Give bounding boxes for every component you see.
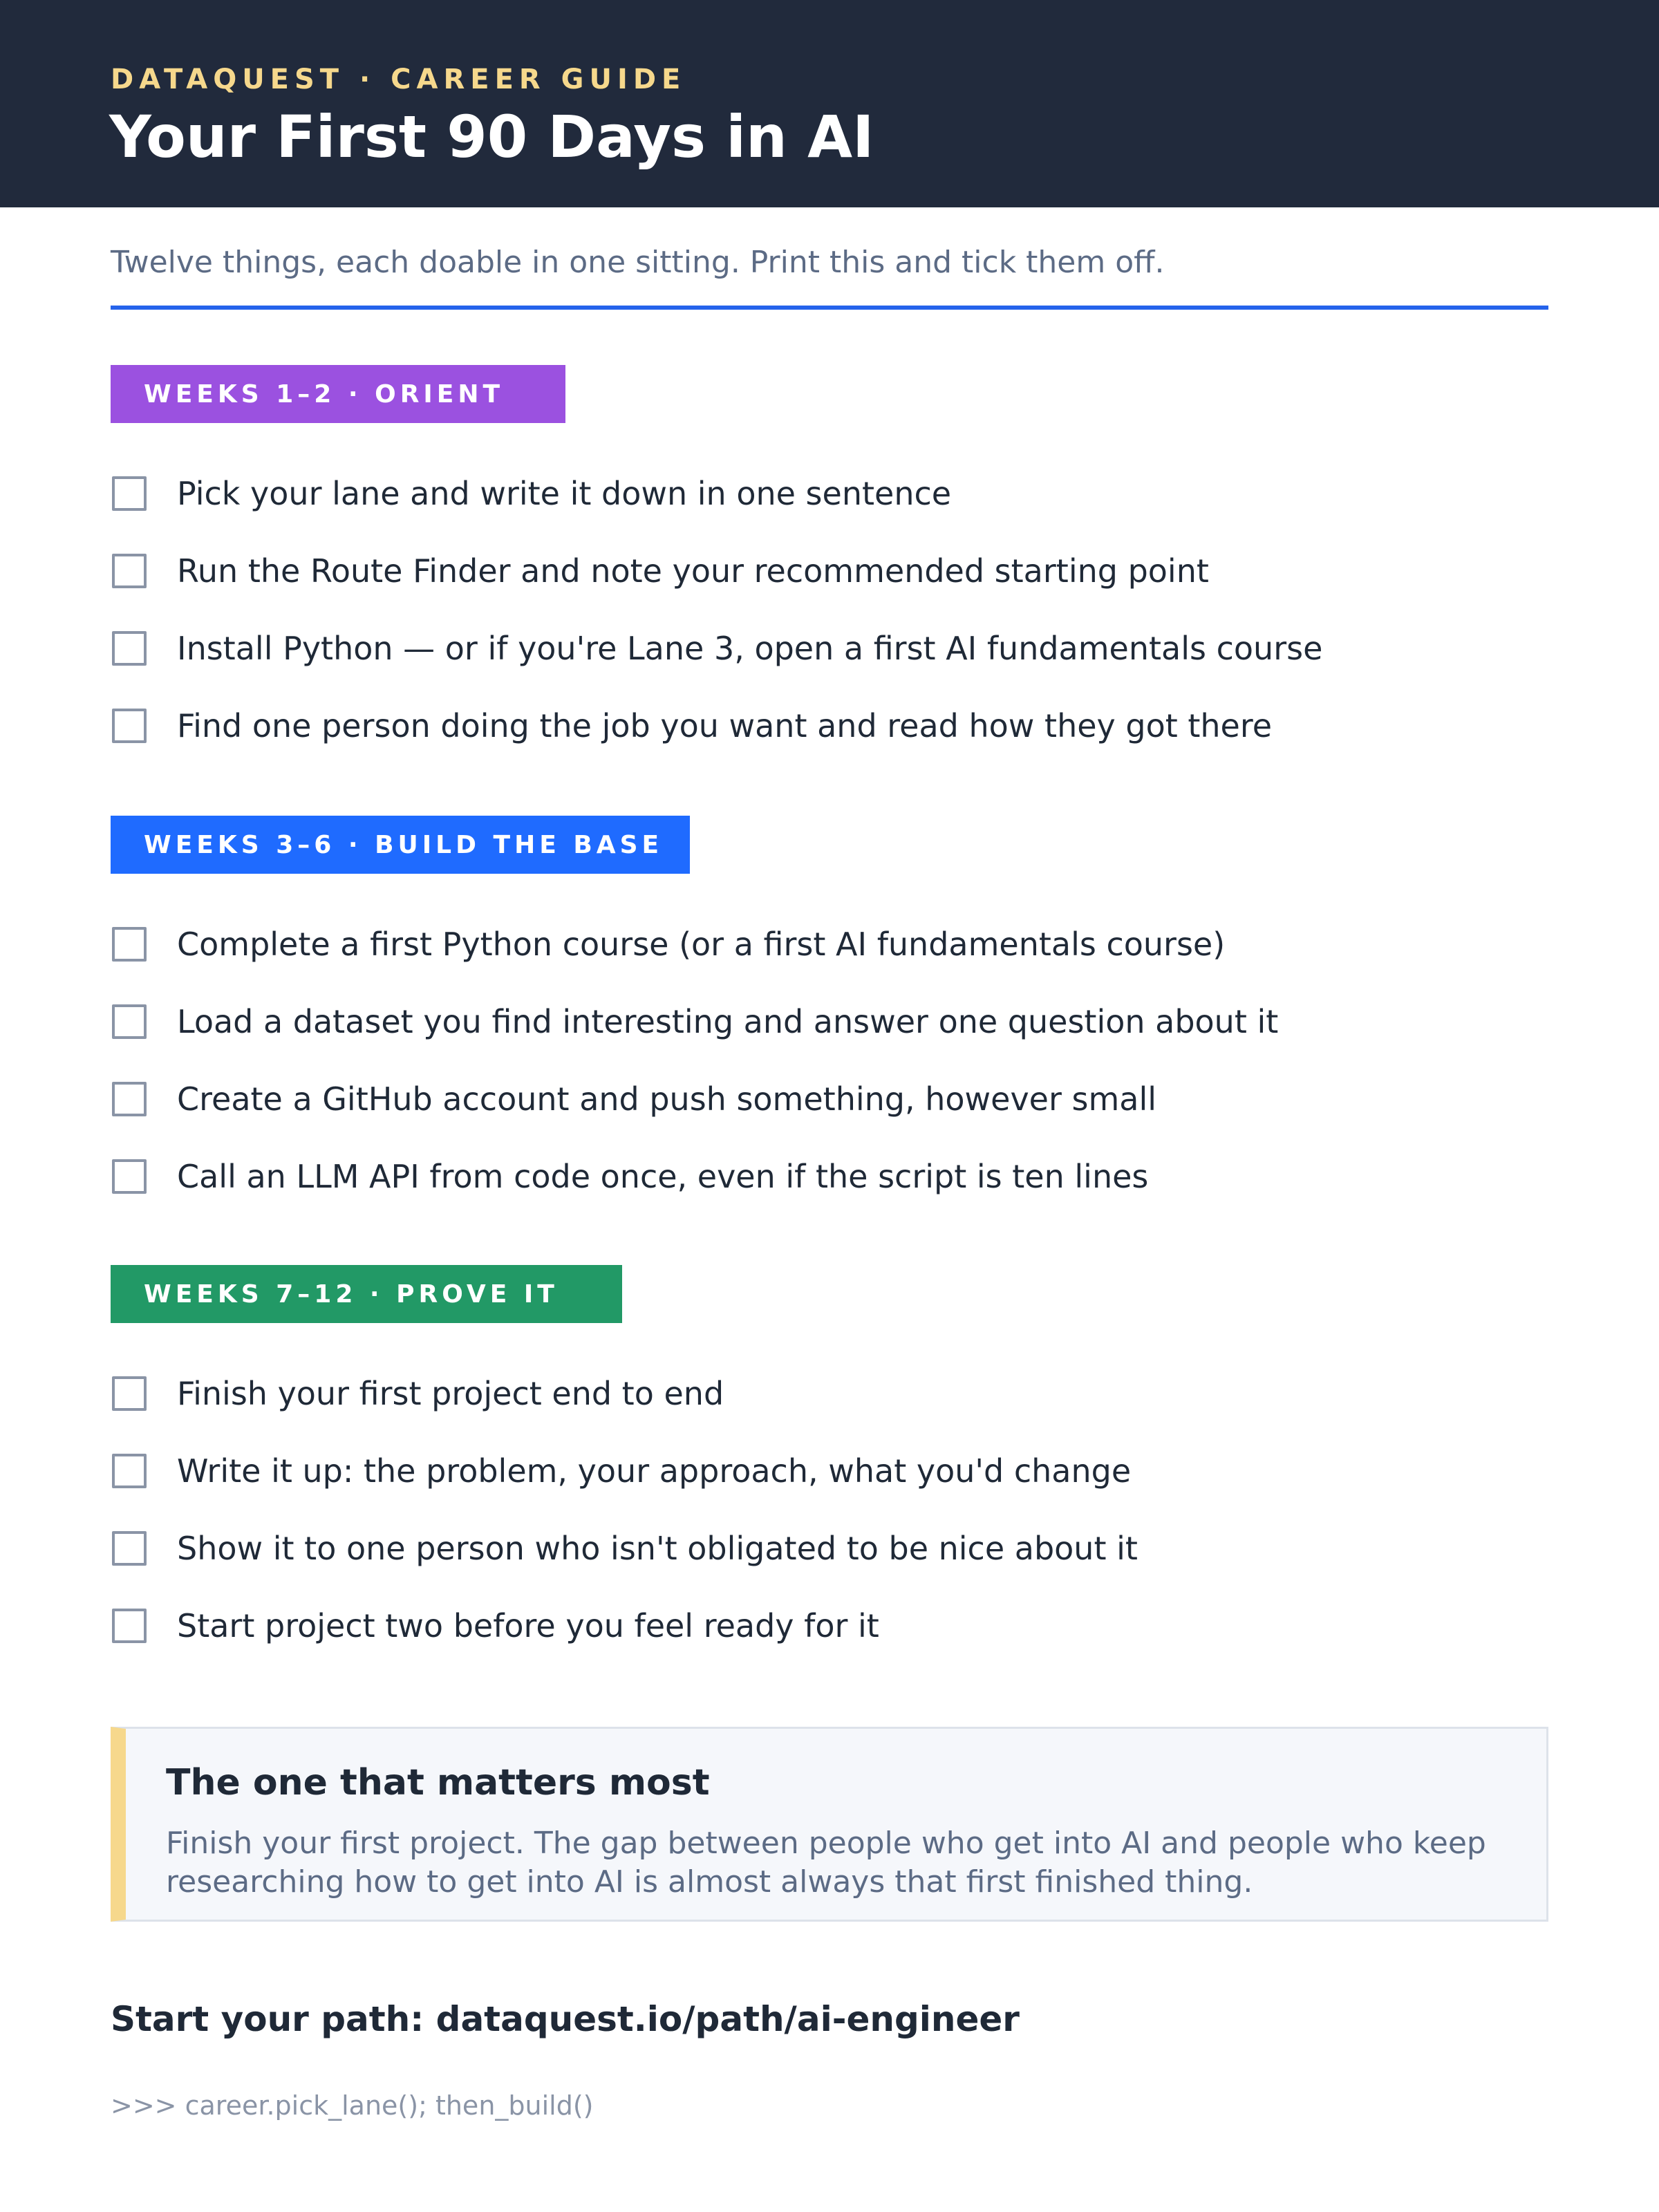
checklist-item (111, 1510, 1548, 1587)
checklist-item-text: Complete a first Python course (or a first AI fundamentals course) (177, 926, 1226, 963)
checkbox[interactable] (112, 927, 147, 962)
checklist-item-text: Install Python — or if you're Lane 3, open a first AI fundamentals course (177, 630, 1323, 667)
checklist-item-text: Start project two before you feel ready for it (177, 1607, 879, 1644)
checkbox[interactable] (112, 1004, 147, 1039)
checkbox[interactable] (112, 709, 147, 743)
phase-prove-it (111, 1265, 1548, 1665)
page-title: Your First 90 Days in AI (109, 103, 874, 171)
checklist-item (111, 983, 1548, 1060)
checklist-item (111, 455, 1548, 532)
checklist-item (111, 687, 1548, 765)
checklist-item (111, 1060, 1548, 1138)
checklist-item (111, 532, 1548, 610)
phase-build-the-base (111, 816, 1548, 1215)
checklist-item-text: Load a dataset you find interesting and answer one question about it (177, 1003, 1279, 1040)
checkbox[interactable] (112, 1454, 147, 1488)
checklist-item (111, 610, 1548, 687)
checklist-item-text: Write it up: the problem, your approach, what you'd change (177, 1452, 1132, 1490)
checklist-item-text: Pick your lane and write it down in one sentence (177, 475, 952, 512)
checkbox[interactable] (112, 631, 147, 666)
checklist-item-text: Create a GitHub account and push something, however small (177, 1080, 1157, 1118)
checkbox[interactable] (112, 476, 147, 511)
footer-code-snippet: >>> career.pick_lane(); then_build() (111, 2090, 594, 2121)
callout-title: The one that matters most (166, 1762, 710, 1803)
checklist-item (111, 1355, 1548, 1432)
brand-eyebrow: DATAQUEST · CAREER GUIDE (111, 64, 686, 95)
intro-divider (111, 306, 1548, 310)
checkbox[interactable] (112, 1082, 147, 1116)
checkbox[interactable] (112, 1609, 147, 1643)
callout-box (111, 1727, 1548, 1922)
checklist-item-text: Finish your first project end to end (177, 1375, 724, 1412)
checklist (111, 455, 1548, 765)
checklist-item (111, 1587, 1548, 1665)
checkbox[interactable] (112, 1159, 147, 1194)
intro-text: Twelve things, each doable in one sitting. Print this and tick them off. (111, 245, 1165, 280)
checklist-item-text: Find one person doing the job you want and read how they got there (177, 707, 1273, 744)
phase-label: WEEKS 1–2 · ORIENT (111, 365, 565, 423)
checklist-item (111, 1138, 1548, 1215)
checklist-item-text: Call an LLM API from code once, even if the script is ten lines (177, 1158, 1149, 1195)
cta-link-text: Start your path: dataquest.io/path/ai-engineer (111, 1999, 1020, 2039)
phase-orient (111, 365, 1548, 765)
callout-body: Finish your first project. The gap between people who get into AI and people who keep researching how to get into AI is almost always that first finished thing. (166, 1826, 1486, 1900)
checkbox[interactable] (112, 1531, 147, 1566)
phase-label: WEEKS 3–6 · BUILD THE BASE (111, 816, 690, 874)
checklist-item-text: Show it to one person who isn't obligated to be nice about it (177, 1530, 1138, 1567)
checklist-item-text: Run the Route Finder and note your recommended starting point (177, 552, 1209, 590)
phase-label: WEEKS 7–12 · PROVE IT (111, 1265, 622, 1323)
checklist-item (111, 1432, 1548, 1510)
checklist-item (111, 906, 1548, 983)
checklist (111, 1355, 1548, 1665)
checkbox[interactable] (112, 1376, 147, 1411)
page-header (0, 0, 1659, 207)
checklist (111, 906, 1548, 1215)
checkbox[interactable] (112, 554, 147, 588)
